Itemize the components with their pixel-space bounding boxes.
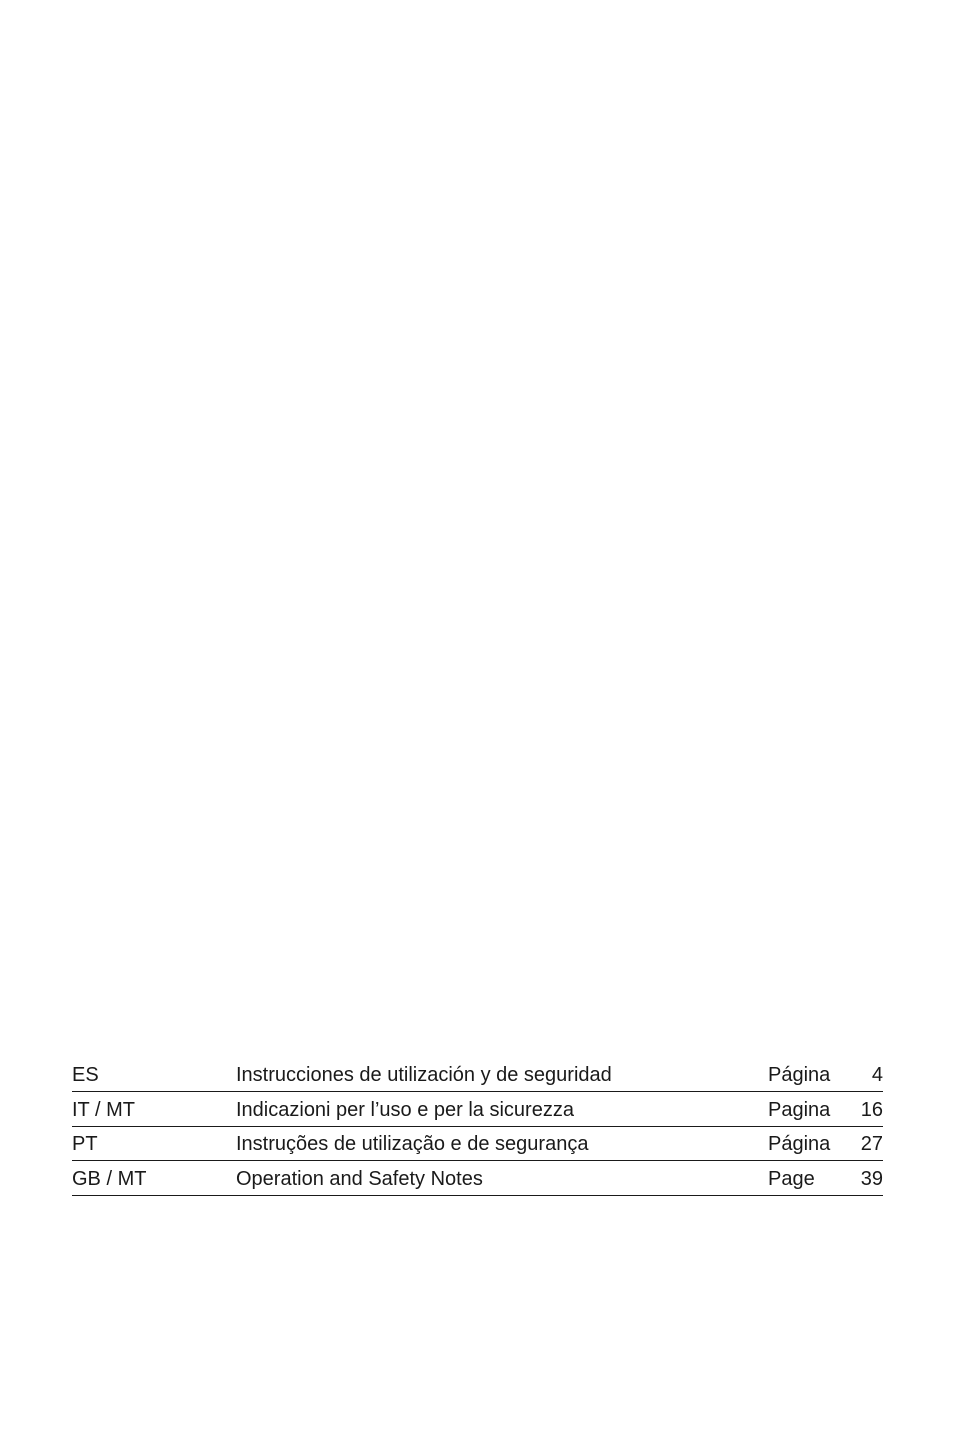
toc-page-number: 27: [860, 1133, 883, 1155]
toc-language: IT / MT: [72, 1098, 135, 1121]
toc-language: GB / MT: [72, 1167, 147, 1190]
toc-language: PT: [72, 1133, 98, 1155]
toc-row-gb-mt[interactable]: [72, 1163, 883, 1196]
toc-title: Operation and Safety Notes: [236, 1167, 483, 1190]
toc-page-number: 4: [871, 1064, 883, 1086]
toc-page-label: Página: [768, 1133, 831, 1155]
toc-page-label: Page: [768, 1167, 815, 1190]
toc-language: ES: [72, 1064, 99, 1086]
toc-row-it-mt[interactable]: [72, 1094, 883, 1127]
toc-page-number: 16: [860, 1098, 883, 1121]
toc-page-number: 39: [860, 1167, 883, 1190]
toc-row-pt[interactable]: [72, 1128, 883, 1161]
toc-title: Indicazioni per l’uso e per la sicurezza: [236, 1098, 574, 1121]
toc-title: Instruções de utilização e de segurança: [236, 1133, 589, 1155]
table-of-contents: [72, 1059, 883, 1197]
toc-row-es[interactable]: [72, 1059, 883, 1092]
toc-title: Instrucciones de utilización y de seguridad: [236, 1064, 612, 1086]
toc-page-label: Pagina: [768, 1098, 831, 1121]
toc-page-label: Página: [768, 1064, 831, 1086]
